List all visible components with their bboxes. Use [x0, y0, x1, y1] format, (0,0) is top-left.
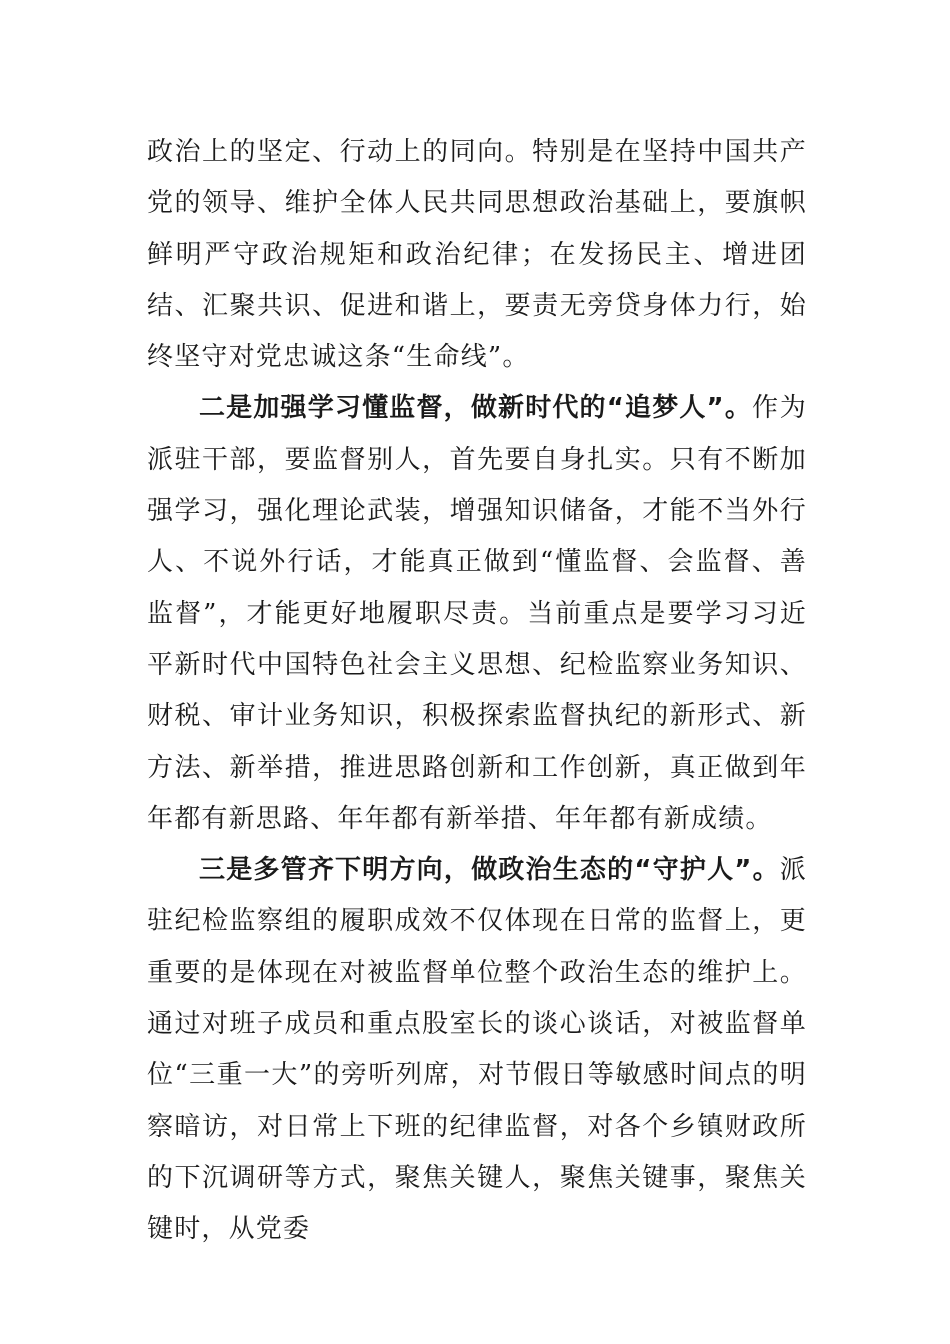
- paragraph-2-lead: 二是加强学习懂监督，做新时代的“追梦人”。: [199, 393, 753, 424]
- document-body: [147, 127, 807, 1256]
- paragraph-1: [147, 127, 807, 383]
- paragraph-1-text: 政治上的坚定、行动上的同向。特别是在坚持中国共产党的领导、维护全体人民共同思想政治基础上，要旗帜鲜明严守政治规矩和政治纪律；在发扬民主、增进团结、汇聚共识、促进和谐上，要责无旁贷身体力行，始终坚守对党忠诚这条“生命线”。: [147, 137, 807, 373]
- paragraph-3-lead: 三是多管齐下明方向，做政治生态的“守护人”。: [199, 855, 780, 886]
- paragraph-2: [147, 383, 807, 845]
- paragraph-3-text: 派驻纪检监察组的履职成效不仅体现在日常的监督上，更重要的是体现在对被监督单位整个政治生态的维护上。通过对班子成员和重点股室长的谈心谈话，对被监督单位“三重一大”的旁听列席，对节假日等敏感时间点的明察暗访，对日常上下班的纪律监督，对各个乡镇财政所的下沉调研等方式，聚焦关键人，聚焦关键事，聚焦关键时，从党委: [147, 855, 807, 1245]
- paragraph-3: [147, 845, 807, 1255]
- paragraph-2-text: 作为派驻干部，要监督别人，首先要自身扎实。只有不断加强学习，强化理论武装，增强知识储备，才能不当外行人、不说外行话，才能真正做到“懂监督、会监督、善监督”，才能更好地履职尽责。当前重点是要学习习近平新时代中国特色社会主义思想、纪检监察业务知识、财税、审计业务知识，积极探索监督执纪的新形式、新方法、新举措，推进思路创新和工作创新，真正做到年年都有新思路、年年都有新举措、年年都有新成绩。: [147, 393, 807, 834]
